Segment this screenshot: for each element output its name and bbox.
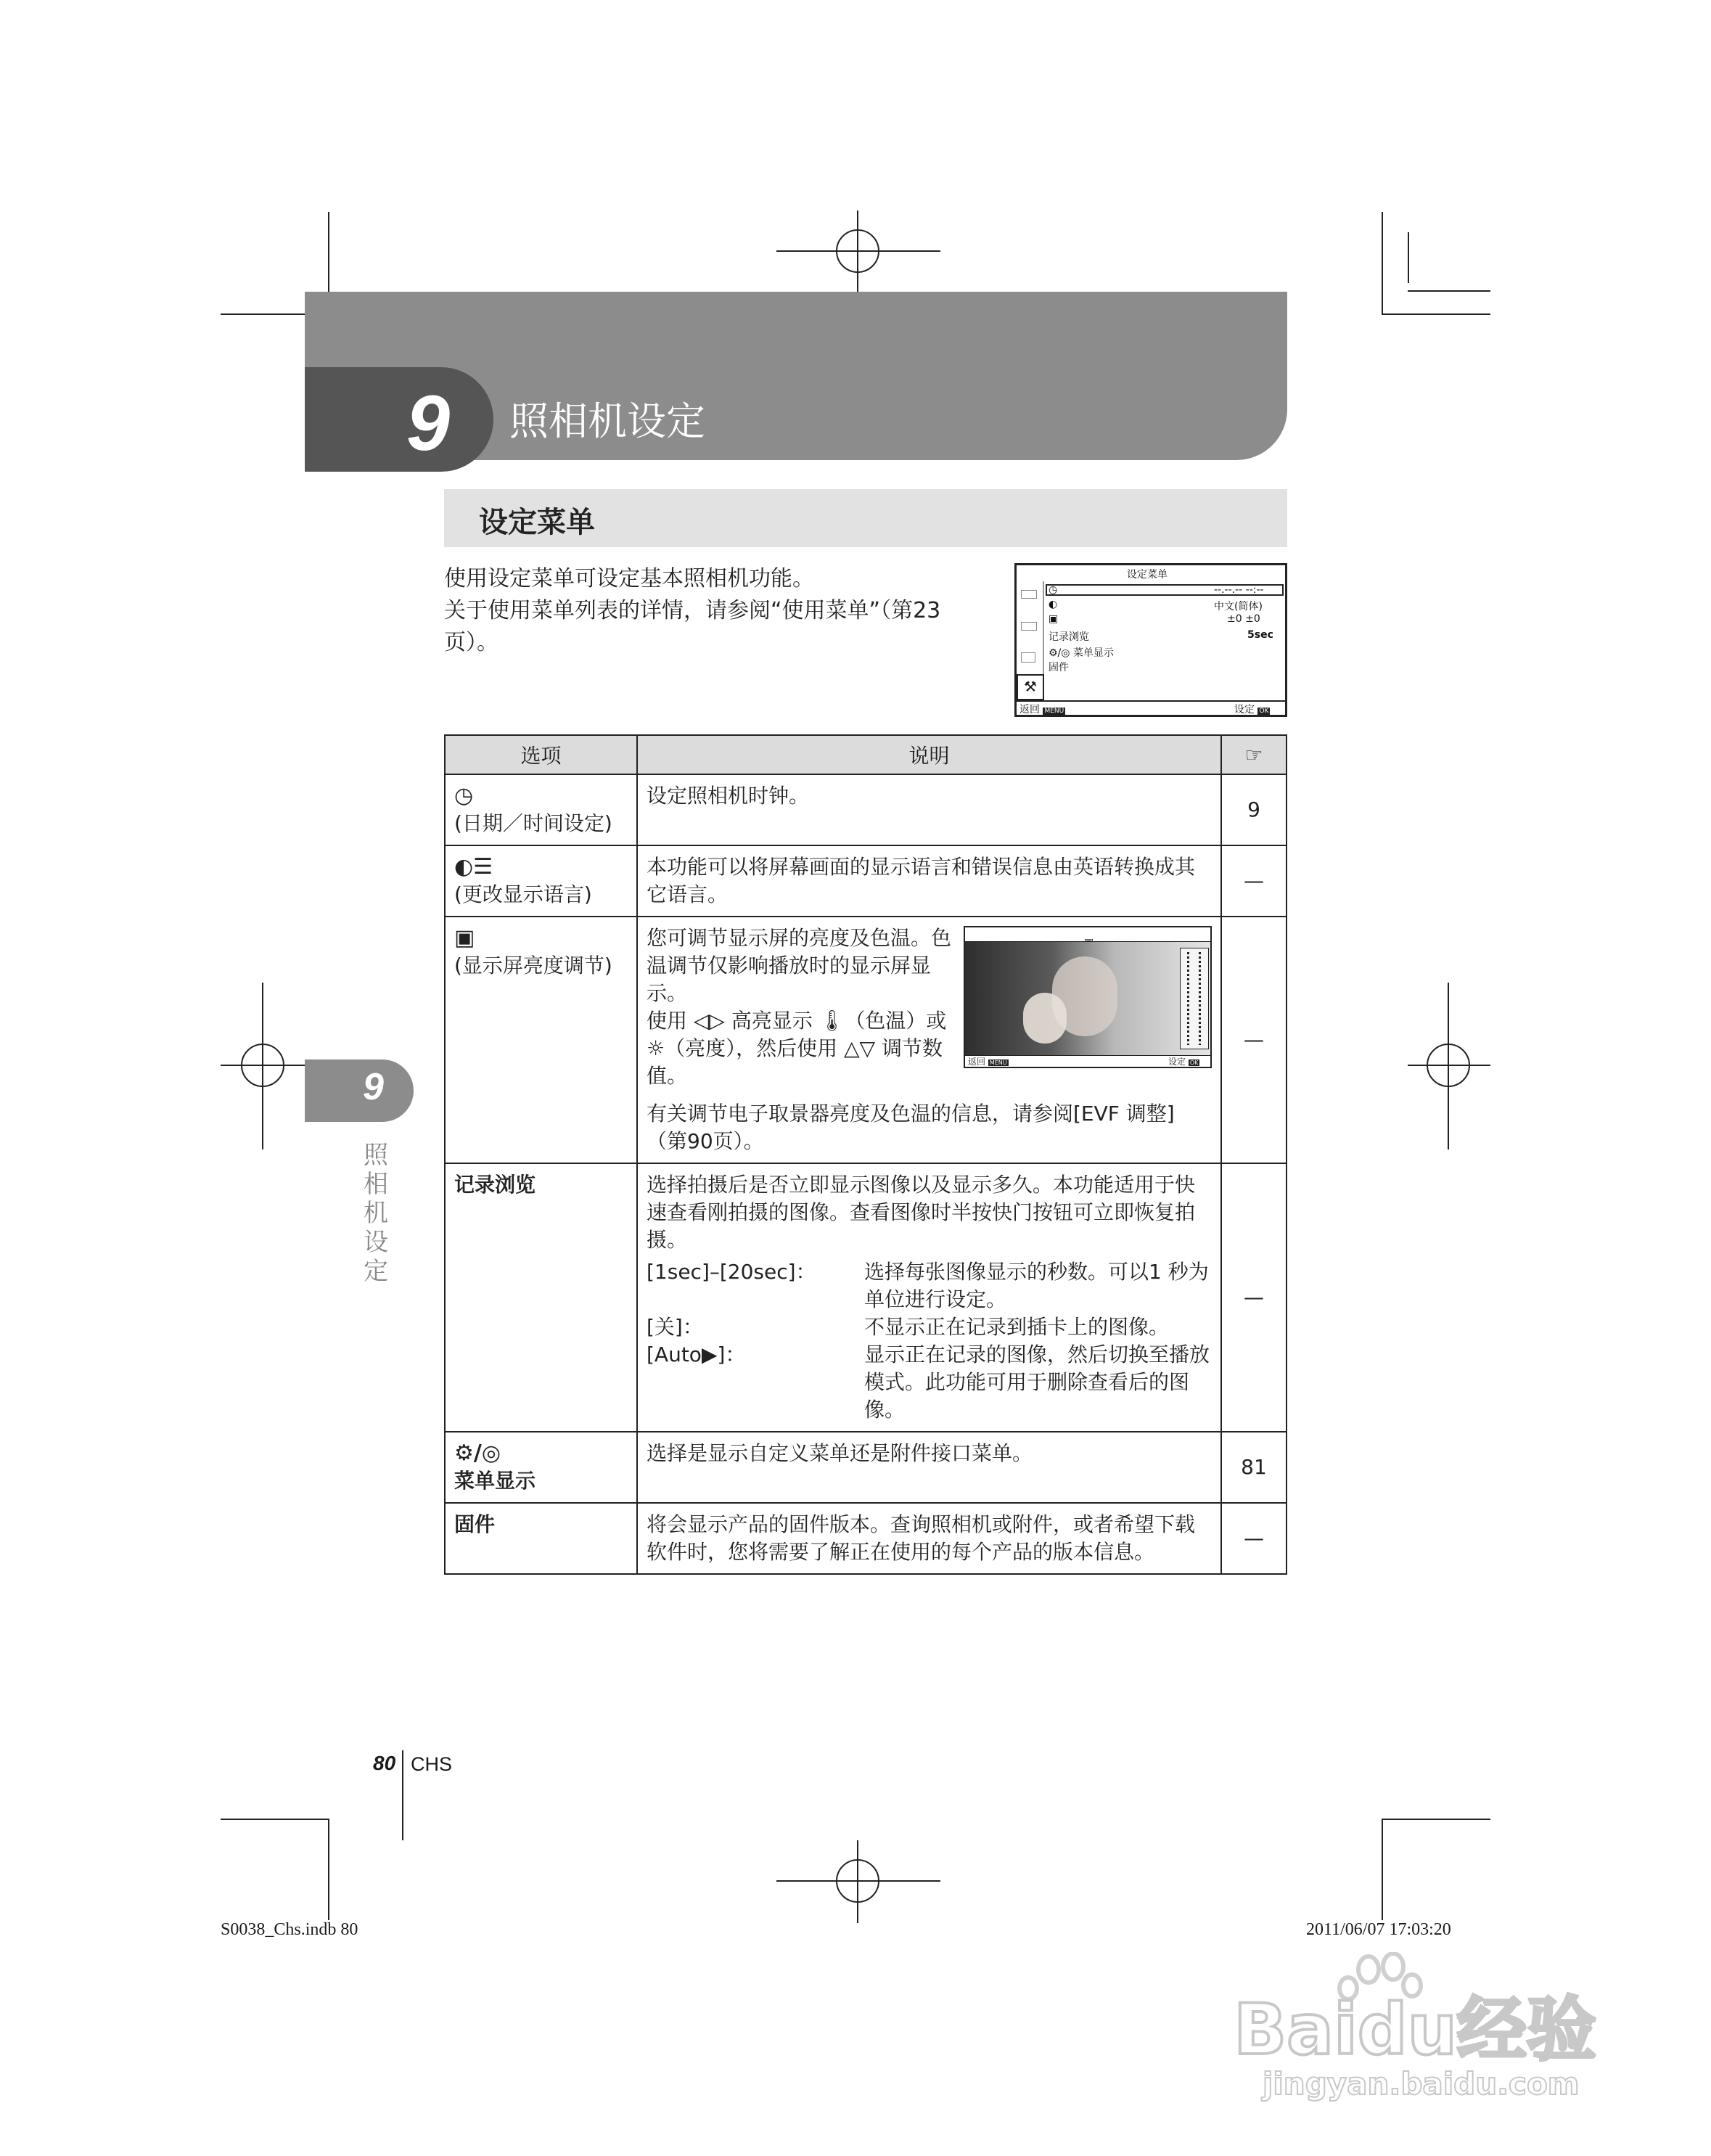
custom-menu-icon: ⚙/◎ <box>1049 647 1073 659</box>
setting-key: [1sec]–[20sec]： <box>647 1260 816 1284</box>
adjust-sliders <box>1180 948 1209 1049</box>
chapter-side-tab <box>305 1059 414 1122</box>
registration-mark <box>262 983 263 1149</box>
menu-value: 5sec <box>1247 629 1273 641</box>
description-cell: 本功能可以将屏幕画面的显示语言和错误信息由英语转换成其它语言。 <box>637 845 1221 917</box>
registration-mark <box>857 210 858 293</box>
description-text: 有关调节电子取景器亮度及色温的信息，请参阅[EVF 调整]（第90页）。 <box>647 1102 1175 1153</box>
option-cell <box>445 1503 637 1574</box>
menu-button-icon: MENU <box>989 1059 1007 1066</box>
page-divider <box>402 1750 403 1840</box>
intro-line: 关于使用菜单列表的详情，请参阅“使用菜单”（第23 <box>444 598 941 623</box>
crop-mark <box>221 1819 329 1820</box>
intro-line: 页）。 <box>444 630 498 655</box>
registration-mark <box>1448 983 1449 1149</box>
menu-value: --.--.-- --:-- <box>1214 584 1264 596</box>
camera-menu-screenshot <box>1014 563 1287 717</box>
description-cell <box>637 1163 1221 1432</box>
chapter-number-box <box>305 367 493 472</box>
description-text: 使用 ◁▷ 高亮显示 🌡（色温）或 ☼（亮度），然后使用 △▽ 调节数值。 <box>647 1009 947 1088</box>
setting-key: [Auto▶]： <box>647 1343 746 1366</box>
camera-tab-icon <box>1021 590 1037 599</box>
menu-value: ±0 ±0 <box>1227 613 1260 625</box>
table-row <box>445 1503 1287 1574</box>
section-title: 设定菜单 <box>479 506 595 539</box>
option-cell <box>445 774 637 845</box>
reference-page-icon: ☞ <box>1221 735 1287 774</box>
print-file-info: S0038_Chs.indb 80 <box>221 1920 358 1939</box>
menu-item: 记录浏览 <box>1049 631 1089 643</box>
description-cell: 选择是显示自定义菜单还是附件接口菜单。 <box>637 1432 1221 1503</box>
chapter-number: 9 <box>406 379 451 467</box>
settings-table <box>444 734 1287 1575</box>
page-number: 80 <box>373 1752 396 1774</box>
menu-screen-title: 设定菜单 <box>1127 569 1168 581</box>
description-cell <box>637 917 1221 1163</box>
clock-icon: ◷ <box>454 783 474 808</box>
setting-values <box>647 1258 1212 1424</box>
page-language: CHS <box>411 1753 453 1775</box>
custom-menu-icon: ⚙/◎ <box>454 1440 501 1466</box>
language-icon: ◐ <box>1049 599 1058 610</box>
option-cell <box>445 845 637 917</box>
registration-mark <box>1408 1065 1490 1066</box>
back-label: 返回 MENU <box>968 1057 1007 1067</box>
registration-mark <box>857 1840 858 1923</box>
monitor-brightness-icon: ▣ <box>454 925 475 951</box>
intro-line: 使用设定菜单可设定基本照相机功能。 <box>444 566 814 591</box>
chapter-title: 照相机设定 <box>509 398 705 444</box>
table-row <box>445 845 1287 917</box>
crop-mark <box>1382 1819 1383 1920</box>
setting-value: 选择每张图像显示的秒数。可以1 秒为单位进行设定。 <box>864 1260 1209 1311</box>
description-text: 选择拍摄后是否立即显示图像以及显示多久。本功能适用于快速查看刚拍摄的图像。查看图像时半按快门按钮可立即恢复拍摄。 <box>647 1173 1196 1252</box>
option-label: (更改显示语言) <box>454 882 592 906</box>
registration-mark <box>776 1880 940 1882</box>
set-label: 设定 OK <box>1234 704 1269 716</box>
playback-tab-icon <box>1021 652 1035 663</box>
clock-icon: ◷ <box>1049 584 1058 596</box>
svg-text:jingyan.baidu.com: jingyan.baidu.com <box>1263 2066 1580 2102</box>
back-label: 返回 MENU <box>1019 704 1064 716</box>
table-row <box>445 774 1287 845</box>
crop-mark <box>1382 313 1490 315</box>
header-description: 说明 <box>637 735 1221 774</box>
side-tab-text: 照相机设定 <box>364 1141 388 1286</box>
svg-text:Baidu经验: Baidu经验 <box>1234 1989 1596 2070</box>
crop-mark <box>328 1819 329 1920</box>
photo-figure <box>1023 993 1067 1044</box>
wrench-icon: ⚒ <box>1017 674 1044 700</box>
baidu-watermark <box>1219 1952 1611 2104</box>
page-reference: — <box>1221 845 1287 917</box>
description-cell: 将会显示产品的固件版本。查询照相机或附件，或者希望下载软件时，您将需要了解正在使用的每个产品的版本信息。 <box>637 1503 1221 1574</box>
option-label: (显示屏亮度调节) <box>454 954 612 977</box>
description-text: 您可调节显示屏的亮度及色温。色温调节仅影响播放时的显示屏显示。 <box>647 926 952 1005</box>
crop-mark <box>1408 290 1490 292</box>
table-row <box>445 1432 1287 1503</box>
crop-mark <box>1382 1819 1490 1820</box>
header-option: 选项 <box>445 735 637 774</box>
menu-button-icon: MENU <box>1044 708 1064 715</box>
page-reference: — <box>1221 917 1287 1163</box>
side-tab-number: 9 <box>363 1066 384 1108</box>
temperature-slider <box>1187 952 1189 1045</box>
setting-value: 显示正在记录的图像，然后切换至播放模式。此功能可用于删除查看后的图像。 <box>864 1343 1210 1422</box>
registration-mark <box>776 250 940 252</box>
option-label: 菜单显示 <box>454 1469 536 1493</box>
menu-value: 中文(简体) <box>1214 601 1263 612</box>
option-label: 记录浏览 <box>454 1173 536 1197</box>
baidu-paw-logo <box>1219 1952 1611 2104</box>
brightness-slider <box>1199 952 1201 1045</box>
table-row <box>445 917 1287 1163</box>
brightness-adjust-photo <box>964 926 1212 1068</box>
crop-mark <box>1408 232 1409 283</box>
monitor-icon: ▣ <box>1049 613 1059 625</box>
menu-item: 固件 <box>1049 662 1069 673</box>
setting-value: 不显示正在记录到插卡上的图像。 <box>864 1315 1170 1339</box>
option-cell <box>445 1432 637 1503</box>
option-label: 固件 <box>454 1512 496 1536</box>
description-cell: 设定照相机时钟。 <box>637 774 1221 845</box>
option-cell <box>445 917 637 1163</box>
crop-mark <box>1382 212 1383 313</box>
menu-item: ⚙/◎ 菜单显示 <box>1049 647 1114 659</box>
table-row <box>445 1163 1287 1432</box>
page-reference: — <box>1221 1503 1287 1574</box>
set-label: 设定 OK <box>1168 1057 1199 1067</box>
photo-footer <box>965 1055 1212 1068</box>
page-reference: 81 <box>1221 1432 1287 1503</box>
option-cell <box>445 1163 637 1432</box>
ok-button-icon: OK <box>1259 708 1269 715</box>
print-timestamp: 2011/06/07 17:03:20 <box>1306 1920 1451 1939</box>
page-reference: — <box>1221 1163 1287 1432</box>
setting-key: [关]： <box>647 1315 703 1339</box>
page-reference: 9 <box>1221 774 1287 845</box>
ok-button-icon: OK <box>1189 1059 1199 1066</box>
camera-tab-icon <box>1021 622 1037 631</box>
option-label: (日期／时间设定) <box>454 811 612 835</box>
language-icon: ◐☰ <box>454 854 493 880</box>
